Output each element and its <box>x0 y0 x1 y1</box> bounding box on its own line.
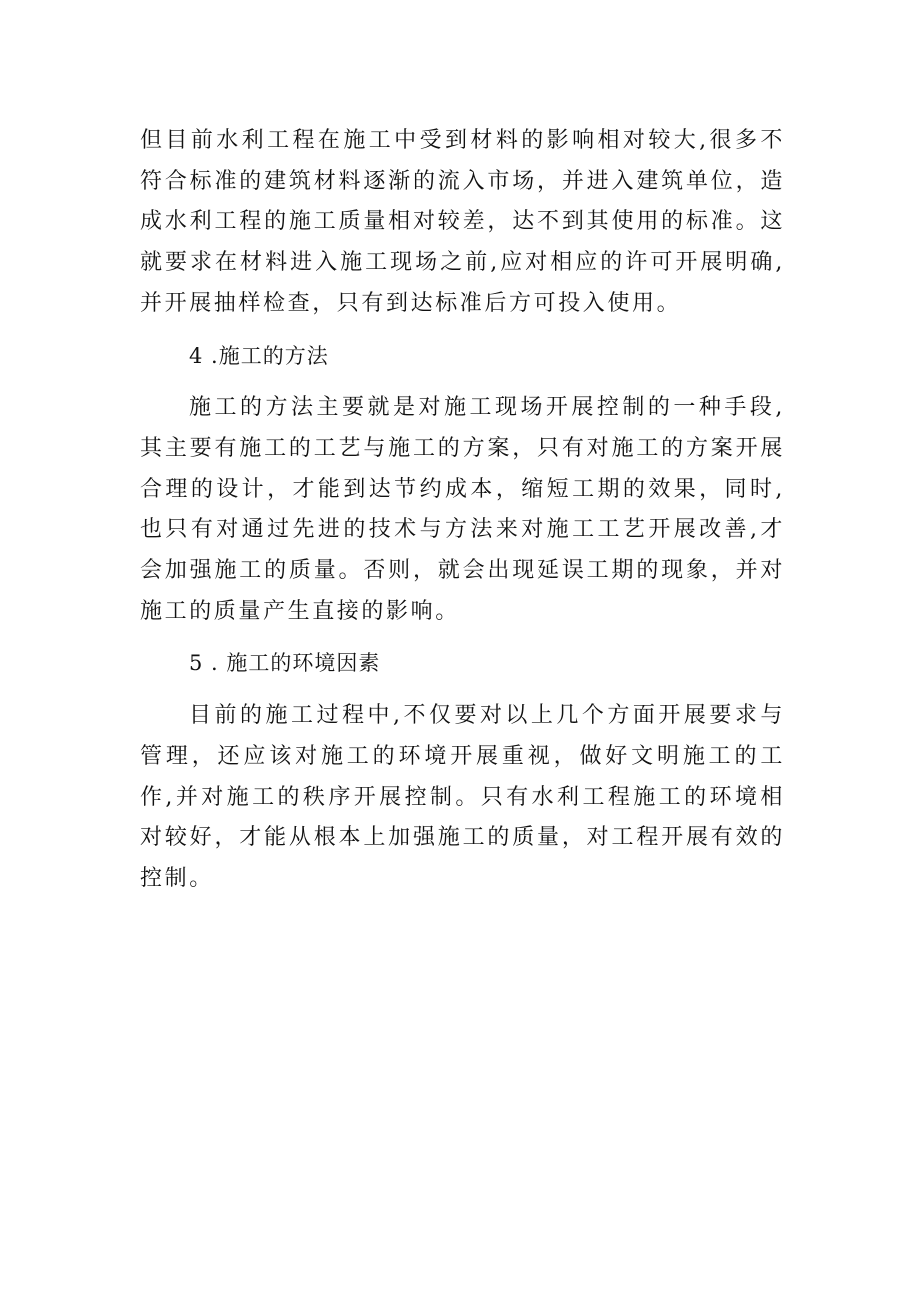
paragraph-construction-method: 施工的方法主要就是对施工现场开展控制的一种手段,其主要有施工的工艺与施工的方案，只有对施工的方案开展合理的设计，才能到达节约成本，缩短工期的效果，同时,也只有对通过先进的技术与方法来对施工工艺开展改善,才会加强施工的质量。否则，就会出现延误工期的现象，并对施工的质量产生直接的影响。 <box>140 395 785 624</box>
section-heading-5: 5 . 施工的环境因素 <box>189 651 381 676</box>
paragraph-construction-environment: 目前的施工过程中,不仅要对以上几个方面开展要求与管理，还应该对施工的环境开展重视，做好文明施工的工作,并对施工的秩序开展控制。只有水利工程施工的环境相对较好，才能从根本上加强施工的质量，对工程开展有效的控制。 <box>140 703 785 891</box>
section-heading-4: 4 .施工的方法 <box>189 343 329 368</box>
paragraph-materials: 但目前水利工程在施工中受到材料的影响相对较大,很多不符合标准的建筑材料逐渐的流入市场，并进入建筑单位，造成水利工程的施工质量相对较差，达不到其使用的标准。这就要求在材料进入施工现场之前,应对相应的许可开展明确,并开展抽样检查，只有到达标准后方可投入使用。 <box>140 128 785 316</box>
document-body <box>140 121 785 900</box>
